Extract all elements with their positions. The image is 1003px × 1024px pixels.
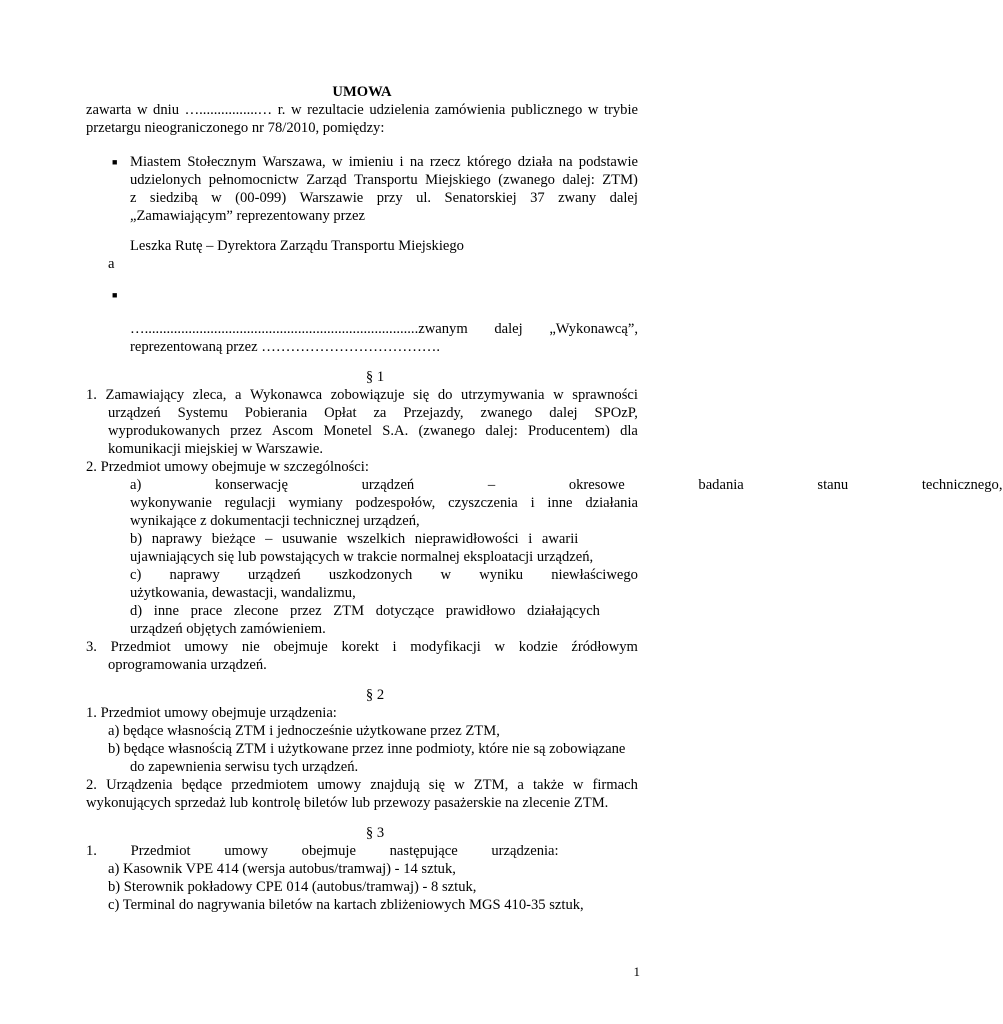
s3-item-b: b) Sterownik pokładowy CPE 014 (autobus/tramwaj) - 8 sztuk, xyxy=(108,879,477,895)
s1-item-a: a) konserwację urządzeń – okresowe badania stanu technicznego, xyxy=(130,477,1003,493)
bullet-icon: ■ xyxy=(112,290,118,300)
s3-item-c: c) Terminal do nagrywania biletów na kartach zbliżeniowych MGS 410-35 sztuk, xyxy=(108,897,584,913)
s1-item-b-2: ujawniających się lub powstających w trakcie normalnej eksploatacji urządzeń, xyxy=(130,549,594,565)
party2-line-1: …...........................................................................zwanym dalej „Wykonawcą”, xyxy=(130,321,638,337)
page-number: 1 xyxy=(633,964,640,979)
s2-item-a: a) będące własnością ZTM i jednocześnie użytkowane przez ZTM, xyxy=(108,723,500,739)
s1-p3-line-2: oprogramowania urządzeń. xyxy=(108,657,267,673)
s1-p3-line-1: 3. Przedmiot umowy nie obejmuje korekt i modyfikacji w kodzie źródłowym xyxy=(86,639,638,655)
s3-item-a: a) Kasownik VPE 414 (wersja autobus/tramwaj) - 14 sztuk, xyxy=(108,861,456,877)
bullet-icon: ■ xyxy=(112,157,118,167)
representative: Leszka Rutę – Dyrektora Zarządu Transportu Miejskiego xyxy=(130,238,464,254)
party1-line-3: z siedzibą w (00-099) Warszawie przy ul. Senatorskiej 37 zwany dalej xyxy=(130,190,638,206)
s1-p1-line-3: wyprodukowanych przez Ascom Monetel S.A. (zwanego dalej: Producentem) dla xyxy=(108,423,638,439)
party2-line-2: reprezentowaną przez ………………………………. xyxy=(130,339,441,355)
conjunction-and: a xyxy=(108,256,115,272)
s1-item-a-2: wykonywanie regulacji wymiany podzespołów, czyszczenia i inne działania xyxy=(130,495,638,511)
section-heading-1: § 1 xyxy=(365,369,385,385)
s1-p1-line-4: komunikacji miejskiej w Warszawie. xyxy=(108,441,323,457)
s2-item-b-2: do zapewnienia serwisu tych urządzeń. xyxy=(130,759,359,775)
document-title: UMOWA xyxy=(332,84,392,100)
s1-item-a-3: wynikające z dokumentacji technicznej urządzeń, xyxy=(130,513,420,529)
intro-line-2: przetargu nieograniczonego nr 78/2010, pomiędzy: xyxy=(86,120,385,136)
s2-item-b: b) będące własnością ZTM i użytkowane przez inne podmioty, które nie są zobowiązane xyxy=(108,741,626,757)
s2-p1: 1. Przedmiot umowy obejmuje urządzenia: xyxy=(86,705,337,721)
s1-item-b: b) naprawy bieżące – usuwanie wszelkich nieprawidłowości i awarii xyxy=(130,531,579,547)
s2-p2-line-1: 2. Urządzenia będące przedmiotem umowy znajdują się w ZTM, a także w firmach xyxy=(86,777,638,793)
intro-line-1: zawarta w dniu …................… r. w rezultacie udzielenia zamówienia publicznego w trybie xyxy=(86,102,638,118)
party1-line-2: udzielonych pełnomocnictw Zarząd Transportu Miejskiego (zwanego dalej: ZTM) xyxy=(130,172,638,188)
s1-item-c: c) naprawy urządzeń uszkodzonych w wyniku niewłaściwego xyxy=(130,567,638,583)
s3-p1: 1. Przedmiot umowy obejmuje następujące urządzenia: xyxy=(86,843,559,859)
s1-item-d: d) inne prace zlecone przez ZTM dotyczące prawidłowo działających xyxy=(130,603,600,619)
section-heading-3: § 3 xyxy=(365,825,385,841)
party1-line-4: „Zamawiającym” reprezentowany przez xyxy=(130,208,365,224)
s1-item-d-2: urządzeń objętych zamówieniem. xyxy=(130,621,326,637)
s2-p2-line-2: wykonujących sprzedaż lub kontrolę biletów lub przewozy pasażerskie na zlecenie ZTM. xyxy=(86,795,609,811)
s1-p1-line-2: urządzeń Systemu Pobierania Opłat za Przejazdy, zwanego dalej SPOzP, xyxy=(108,405,638,421)
section-heading-2: § 2 xyxy=(365,687,385,703)
s1-p1-line-1: 1. Zamawiający zleca, a Wykonawca zobowiązuje się do utrzymywania w sprawności xyxy=(86,387,638,403)
s1-p2: 2. Przedmiot umowy obejmuje w szczególności: xyxy=(86,459,369,475)
party1-line-1: Miastem Stołecznym Warszawa, w imieniu i na rzecz którego działa na podstawie xyxy=(130,154,638,170)
s1-item-c-2: użytkowania, dewastacji, wandalizmu, xyxy=(130,585,356,601)
